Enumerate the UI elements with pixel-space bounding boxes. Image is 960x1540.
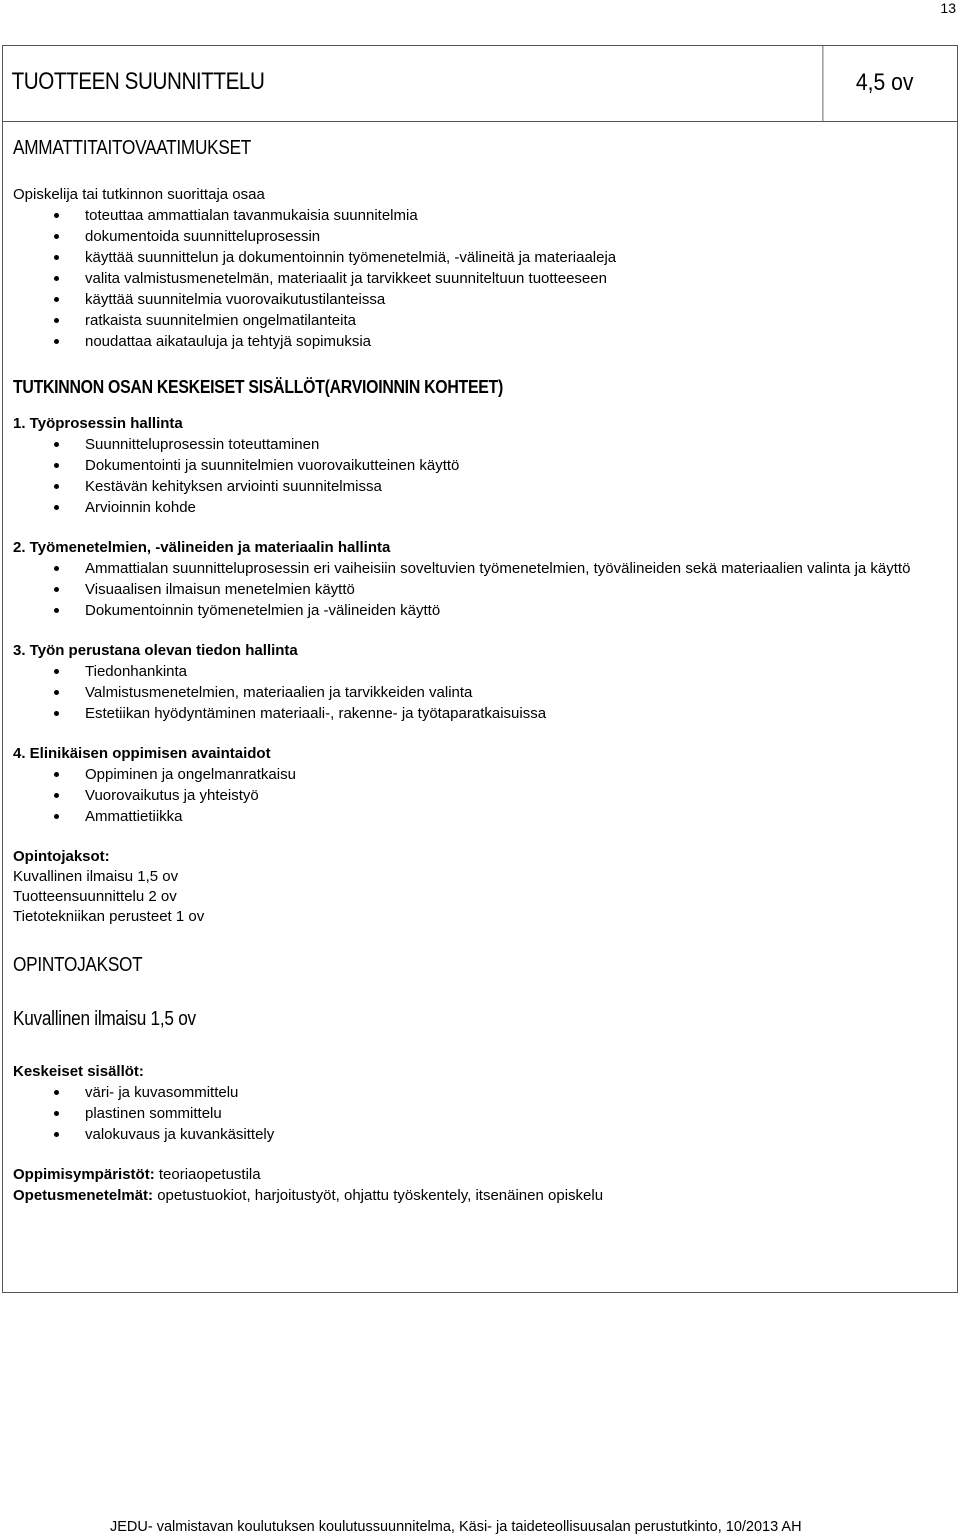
list-item: Tiedonhankinta (13, 661, 957, 682)
environment-value: teoriaopetustila (154, 1166, 261, 1183)
list-item: Suunnitteluprosessin toteuttaminen (13, 434, 957, 455)
study-unit-item: Tuotteensuunnittelu 2 ov (13, 888, 177, 905)
module-credits: 4,5 ov (822, 46, 944, 121)
list-item: ratkaista suunnitelmien ongelmatilanteita (13, 310, 957, 331)
section-title: 2. Työmenetelmien, -välineiden ja materiaalin hallinta (13, 539, 391, 556)
requirements-intro: Opiskelija tai tutkinnon suorittaja osaa (13, 186, 265, 203)
study-units-heading: OPINTOJAKSOT (13, 954, 143, 976)
contents-heading: TUTKINNON OSAN KESKEISET SISÄLLÖT(ARVIOINNIN KOHTEET) (13, 377, 503, 397)
environment-label: Oppimisympäristöt: (13, 1166, 155, 1183)
list-item: Ammattietiikka (13, 806, 957, 827)
section-title: 4. Elinikäisen oppimisen avaintaidot (13, 745, 271, 762)
study-units-label: Opintojaksot: (13, 848, 110, 865)
section-title: 3. Työn perustana olevan tiedon hallinta (13, 642, 298, 659)
course-title: Kuvallinen ilmaisu 1,5 ov (13, 1008, 196, 1030)
study-unit-item: Kuvallinen ilmaisu 1,5 ov (13, 868, 179, 885)
list-item: Estetiikan hyödyntäminen materiaali-, rakenne- ja työtaparatkaisuissa (13, 703, 957, 724)
list-item: Dokumentointi ja suunnitelmien vuorovaikutteinen käyttö (13, 455, 957, 476)
list-item: Vuorovaikutus ja yhteistyö (13, 785, 957, 806)
key-contents-label: Keskeiset sisällöt: (13, 1063, 144, 1080)
requirements-list (13, 205, 957, 352)
list-item: Ammattialan suunnitteluprosessin eri vaiheisiin soveltuvien työmenetelmien, työvälineiden sekä materiaalien valinta ja käyttö (13, 558, 957, 579)
list-item: valokuvaus ja kuvankäsittely (13, 1124, 957, 1145)
learning-environment (13, 1164, 957, 1185)
list-item: Arvioinnin kohde (13, 497, 957, 518)
list-item: dokumentoida suunnitteluprosessin (13, 226, 957, 247)
list-item: toteuttaa ammattialan tavanmukaisia suunnitelmia (13, 205, 957, 226)
page-footer: JEDU- valmistavan koulutuksen koulutussuunnitelma, Käsi- ja taideteollisuusalan perustutkinto, 10/2013 AH (110, 1519, 802, 1535)
list-item: plastinen sommittelu (13, 1103, 957, 1124)
list-item: käyttää suunnitelmia vuorovaikutustilanteissa (13, 289, 957, 310)
list-item: noudattaa aikatauluja ja tehtyjä sopimuksia (13, 331, 957, 352)
section-list (13, 434, 957, 518)
list-item: Oppiminen ja ongelmanratkaisu (13, 764, 957, 785)
section-list (13, 661, 957, 724)
list-item: väri- ja kuvasommittelu (13, 1082, 957, 1103)
module-title: TUOTTEEN SUUNNITTELU (11, 68, 265, 95)
document-content (3, 137, 957, 1206)
study-units-block (13, 846, 957, 927)
page-number: 13 (940, 0, 956, 16)
teaching-methods (13, 1185, 957, 1206)
list-item: Visuaalisen ilmaisun menetelmien käyttö (13, 579, 957, 600)
section-title: 1. Työprosessin hallinta (13, 415, 183, 432)
study-unit-item: Tietotekniikan perusteet 1 ov (13, 908, 205, 925)
methods-value: opetustuokiot, harjoitustyöt, ohjattu työskentely, itsenäinen opiskelu (153, 1187, 604, 1204)
list-item: käyttää suunnittelun ja dokumentoinnin työmenetelmiä, -välineitä ja materiaaleja (13, 247, 957, 268)
list-item: Dokumentoinnin työmenetelmien ja -välineiden käyttö (13, 600, 957, 621)
title-row (3, 46, 957, 122)
list-item: Kestävän kehityksen arviointi suunnitelmissa (13, 476, 957, 497)
list-item: valita valmistusmenetelmän, materiaalit ja tarvikkeet suunniteltuun tuotteeseen (13, 268, 957, 289)
key-contents-list (13, 1082, 957, 1145)
list-item: Valmistusmenetelmien, materiaalien ja tarvikkeiden valinta (13, 682, 957, 703)
section-list (13, 558, 957, 621)
requirements-heading: AMMATTITAITOVAATIMUKSET (13, 137, 252, 159)
methods-label: Opetusmenetelmät: (13, 1187, 154, 1204)
document-frame (2, 45, 958, 1293)
section-list (13, 764, 957, 827)
